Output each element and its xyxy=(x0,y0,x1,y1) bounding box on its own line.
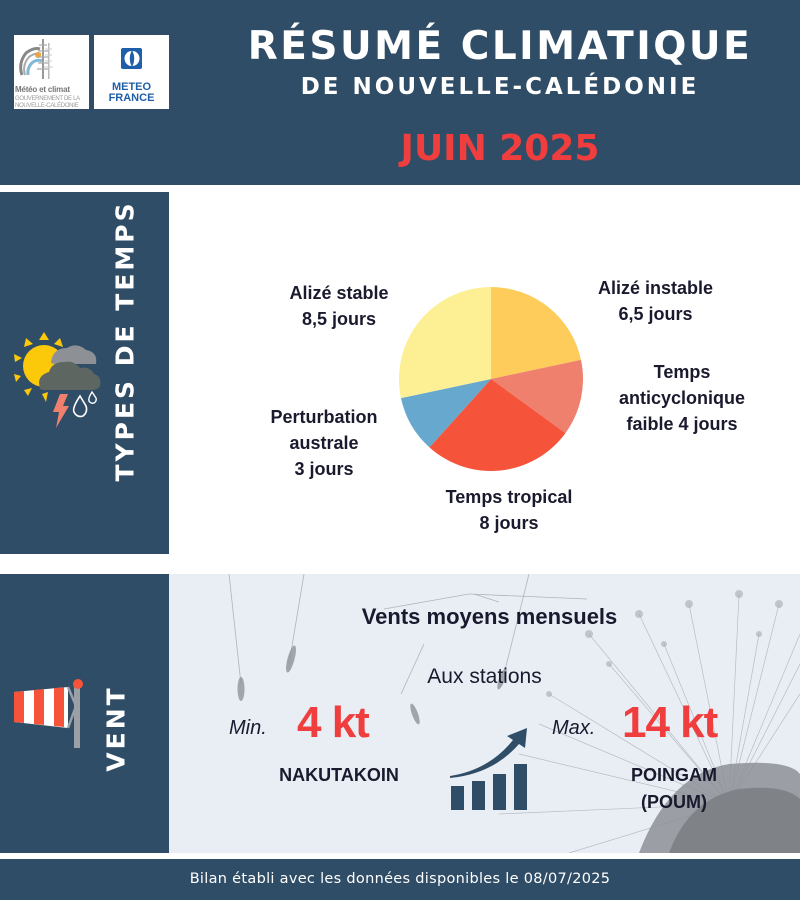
windsock-icon xyxy=(12,678,86,750)
page-title: RÉSUMÉ CLIMATIQUE xyxy=(247,24,753,69)
pie-label-temps-tropical: Temps tropical 8 jours xyxy=(445,487,573,533)
rising-bar-chart-icon xyxy=(449,724,529,812)
header-banner xyxy=(0,0,800,185)
meteo-france-emblem-icon xyxy=(94,35,169,81)
logo-text: NOUVELLE-CALÉDONIE xyxy=(15,103,79,109)
logo-text: GOUVERNEMENT DE LA xyxy=(15,96,80,102)
wind-title: Vents moyens mensuels xyxy=(361,604,618,629)
weather-types-sidebar xyxy=(0,192,169,554)
footer-note: Bilan établi avec les données disponibles le 08/07/2025 xyxy=(0,859,800,900)
max-label: Max. xyxy=(552,717,596,739)
wind-subtitle: Aux stations xyxy=(427,665,542,688)
period-label: JUIN 2025 xyxy=(400,128,600,169)
pie-label-anticyclonique: Temps anticyclonique faible 4 jours xyxy=(618,362,746,434)
section-label-wind: VENT xyxy=(101,685,131,772)
pie-label-alize-instable: Alizé instable 6,5 jours xyxy=(597,278,714,324)
page-subtitle: DE NOUVELLE-CALÉDONIE xyxy=(300,74,700,100)
weather-types-chart xyxy=(169,192,800,554)
pie-chart xyxy=(398,286,584,472)
min-label: Min. xyxy=(229,717,267,739)
meteo-nc-logo xyxy=(14,35,89,109)
logo-text: METEO xyxy=(111,81,152,93)
logo-text: Météo et climat xyxy=(15,85,70,94)
logo-text: FRANCE xyxy=(108,92,155,104)
wind-sidebar xyxy=(0,574,169,853)
max-wind-value: 14 kt xyxy=(622,698,718,747)
max-station-name: POINGAM (POUM) xyxy=(630,765,717,812)
pie-label-perturbation-australe: Perturbation australe 3 jours xyxy=(270,407,378,479)
sun-cloud-storm-icon xyxy=(6,324,102,430)
section-label-weather-types: TYPES DE TEMPS xyxy=(110,200,140,482)
min-wind-value: 4 kt xyxy=(297,698,369,747)
meteo-france-logo xyxy=(94,35,169,109)
pie-label-alize-stable: Alizé stable 8,5 jours xyxy=(289,283,389,329)
wind-panel xyxy=(169,574,800,853)
min-station-name: NAKUTAKOIN xyxy=(279,765,399,785)
meteo-nc-emblem-icon xyxy=(14,35,89,85)
